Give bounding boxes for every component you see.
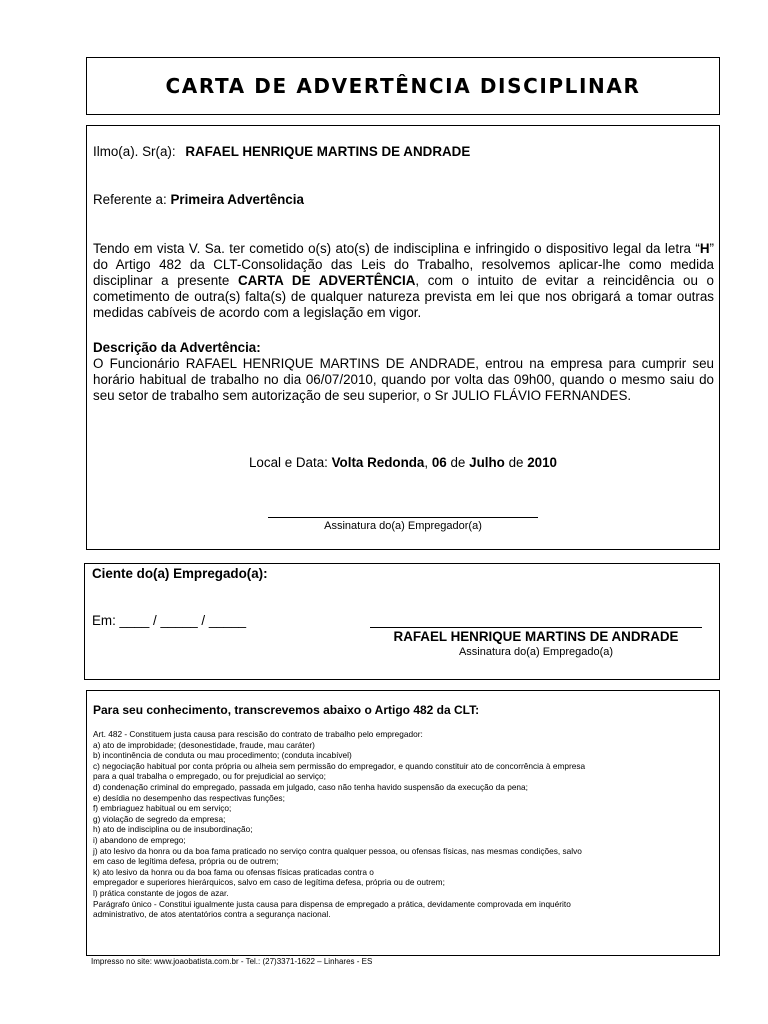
employer-signature-label: Assinatura do(a) Empregador(a) — [324, 520, 482, 532]
article-line: Art. 482 - Constituem justa causa para rescisão do contrato de trabalho pelo empregador: — [93, 729, 423, 739]
title-box — [86, 57, 720, 115]
article-line: j) ato lesivo da honra ou da boa fama praticado no serviço contra qualquer pessoa, ou ofensas físicas, nas mesmas condições, salvo — [93, 845, 582, 856]
addressee-line — [93, 144, 470, 159]
date-de1: de — [450, 455, 466, 470]
reference-line — [93, 192, 304, 207]
location-date-label: Local e Data: — [248, 455, 328, 470]
addressee-label: Ilmo(a). Sr(a): — [93, 144, 176, 159]
body-text-part2: ” do Artigo 482 da CLT-Consolidação das Leis do Trabalho, resolvemos aplicar-lhe como medida disciplinar a presente — [93, 241, 714, 288]
body-text-part1: Tendo em vista V. Sa. ter cometido o(s) ato(s) de indisciplina e infringido o dispositivo legal da letra “ — [93, 241, 700, 256]
description-heading: Descrição da Advertência: — [93, 340, 261, 355]
employee-acknowledgement-box — [84, 563, 720, 680]
article-line: d) condenação criminal do empregado, passada em julgado, caso não tenha havido suspensão da execução da pena; — [93, 781, 528, 792]
location-city: Volta Redonda — [331, 455, 425, 470]
date-month: Julho — [469, 455, 505, 470]
article-line: l) prática constante de jogos de azar. — [93, 887, 229, 898]
employee-signature-label: Assinatura do(a) Empregado(a) — [458, 646, 614, 658]
article-text — [93, 729, 715, 920]
article-line: a) ato de improbidade; (desonestidade, fraude, mau caráter) — [93, 739, 315, 750]
employee-date-field: Em: ____ / _____ / _____ — [92, 613, 247, 628]
date-de2: de — [508, 455, 524, 470]
body-text-part3: , com o intuito de evitar a reincidência ou o cometimento de outra(s) falta(s) de qualquer natureza prevista em lei que nos obrigará a tomar outras medidas cabíveis de acordo com a legislação em vigor. — [93, 273, 714, 320]
employee-name: RAFAEL HENRIQUE MARTINS DE ANDRADE — [393, 629, 679, 644]
article-line: em caso de legítima defesa, própria ou de outrem; — [93, 856, 279, 867]
description-text: O Funcionário RAFAEL HENRIQUE MARTINS DE ANDRADE, entrou na empresa para cumprir seu horário habitual de trabalho no dia 06/07/2010, quando por volta das 09h00, quando o mesmo saiu do seu setor de trabalho sem autorização de seu superior, o Sr JULIO FLÁVIO FERNANDES. — [93, 356, 714, 403]
document-title: CARTA DE ADVERTÊNCIA DISCIPLINAR — [165, 74, 641, 98]
article-line: f) embriaguez habitual ou em serviço; — [93, 803, 232, 814]
employee-section-heading: Ciente do(a) Empregado(a): — [92, 566, 268, 581]
reference-value: Primeira Advertência — [170, 192, 304, 207]
article-line: administrativo, de atos atentatórios contra a segurança nacional. — [93, 909, 331, 920]
article-line: e) desídia no desempenho das respectivas funções; — [93, 792, 285, 803]
article-line: b) incontinência de conduta ou mau procedimento; (conduta incabível) — [93, 750, 352, 761]
location-sep: , — [424, 455, 429, 470]
article-line: Parágrafo único - Constitui igualmente justa causa para dispensa de empregado a prática, devidamente comprovada em inquérito — [93, 898, 571, 909]
addressee-name: RAFAEL HENRIQUE MARTINS DE ANDRADE — [185, 144, 471, 159]
article-line: k) ato lesivo da honra ou da boa fama ou ofensas físicas praticadas contra o — [93, 866, 374, 877]
article-line: c) negociação habitual por conta própria ou alheia sem permissão do empregador, e quando constituir ato de concorrência à empresa — [93, 760, 586, 771]
article-line: h) ato de indisciplina ou de insubordinação; — [93, 824, 253, 835]
article-line: empregador e superiores hierárquicos, salvo em caso de legítima defesa, própria ou de outrem; — [93, 877, 445, 888]
description-block — [93, 340, 714, 404]
body-text-bold-term: CARTA DE ADVERTÊNCIA — [237, 273, 416, 288]
date-year: 2010 — [527, 455, 558, 470]
employer-signature-line — [268, 517, 538, 518]
body-paragraph — [93, 241, 714, 321]
employee-signature-line — [370, 627, 702, 628]
location-date-line — [87, 455, 719, 470]
article-line: i) abandono de emprego; — [93, 834, 186, 845]
article-line: g) violação de segredo da empresa; — [93, 813, 226, 824]
article-heading: Para seu conhecimento, transcrevemos abaixo o Artigo 482 da CLT: — [93, 703, 480, 717]
article-line: para a qual trabalha o empregado, ou for prejudicial ao serviço; — [93, 771, 326, 782]
letter-body-box — [86, 125, 720, 550]
footer: Impresso no site: www.joaobatista.com.br - Tel.: (27)3371-1622 – Linhares - ES — [91, 957, 373, 966]
date-day: 06 — [431, 455, 447, 470]
article-482-box — [86, 690, 720, 956]
reference-label: Referente a: — [93, 192, 167, 207]
body-text-letter: H — [699, 241, 710, 256]
